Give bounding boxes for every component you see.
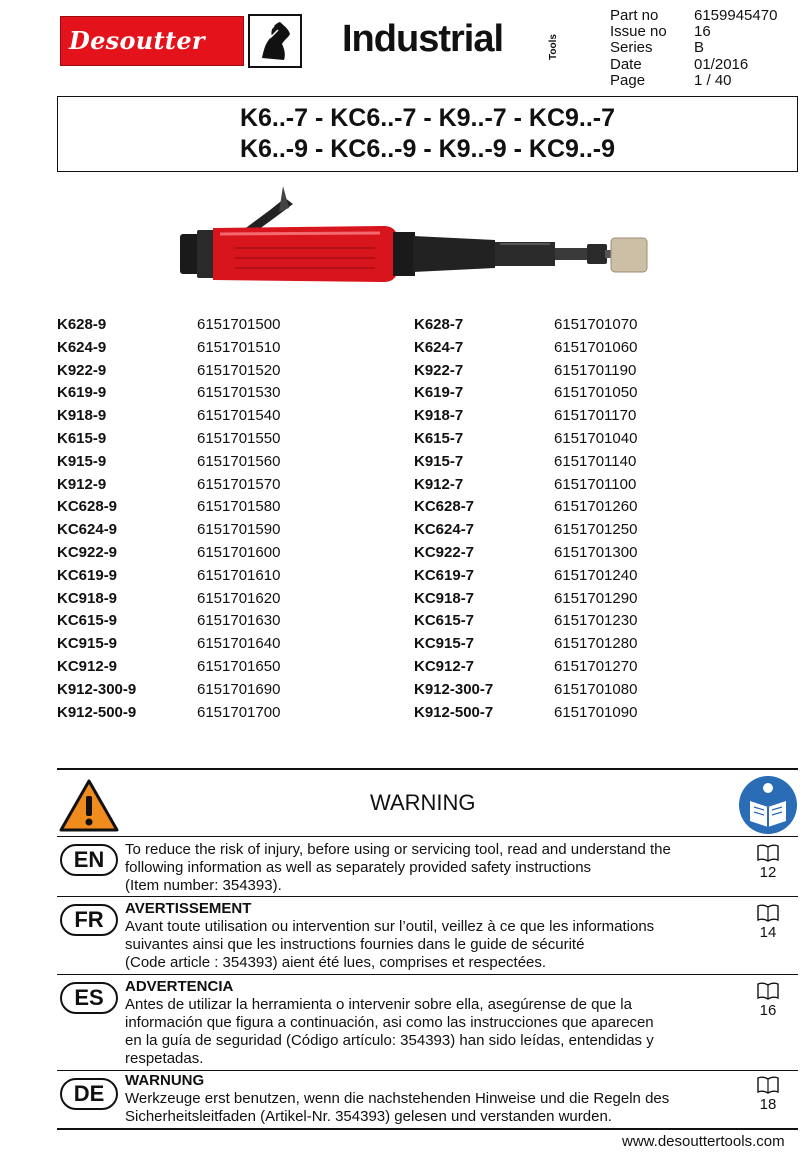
model-name: K912-300-7 <box>414 680 494 698</box>
model-name: KC615-7 <box>414 612 475 630</box>
part-number: 6151701100 <box>554 475 637 493</box>
language-block-fr <box>57 896 798 972</box>
table-row <box>57 519 280 542</box>
model-name: KC615-9 <box>57 612 118 630</box>
model-name: K912-300-9 <box>57 680 137 698</box>
book-icon <box>757 982 779 1000</box>
model-name: KC628-9 <box>57 498 118 516</box>
tools-wordmark: Tools <box>548 34 559 60</box>
language-badge: FR <box>60 904 118 936</box>
model-name: KC912-9 <box>57 657 118 675</box>
part-number: 6151701190 <box>554 361 637 379</box>
model-name: KC628-7 <box>414 498 475 516</box>
model-name: K628-7 <box>414 316 464 333</box>
book-icon <box>757 844 779 862</box>
table-row <box>57 702 280 725</box>
text-line: following information as well as separately provided safety instructions <box>125 859 592 876</box>
language-block-en <box>57 836 798 894</box>
part-number: 6151701070 <box>554 316 638 333</box>
part-number: 6151701250 <box>554 521 638 539</box>
table-row <box>57 565 280 588</box>
part-number: 6151701560 <box>197 452 281 470</box>
table-row <box>414 360 637 383</box>
desoutter-logo <box>60 16 244 66</box>
meta-key: Issue no <box>610 23 667 41</box>
model-name: KC912-7 <box>414 657 475 675</box>
table-row <box>414 656 637 679</box>
part-number: 6151701240 <box>554 566 638 584</box>
part-number: 6151701080 <box>554 680 638 698</box>
document-meta <box>610 8 777 89</box>
table-row <box>414 565 637 588</box>
part-number: 6151701510 <box>197 338 281 356</box>
table-row <box>414 496 637 519</box>
table-row <box>57 428 280 451</box>
table-row <box>57 542 280 565</box>
table-row <box>57 337 280 360</box>
text-line: respetadas. <box>125 1050 204 1067</box>
part-number: 6151701170 <box>554 407 637 425</box>
language-badge: EN <box>60 844 118 876</box>
model-name: K922-9 <box>57 361 107 379</box>
model-name: K912-500-9 <box>57 703 137 721</box>
model-name: K918-7 <box>414 407 464 425</box>
title-line-1: K6..-7 - KC6..-7 - K9..-7 - KC9..-7 <box>239 104 616 132</box>
language-text <box>125 841 725 895</box>
part-number: 6151701090 <box>554 703 638 721</box>
model-name: K624-7 <box>414 338 464 356</box>
part-number: 6151701600 <box>197 543 281 561</box>
model-name: KC624-9 <box>57 521 118 539</box>
table-row <box>57 679 280 702</box>
model-name: KC619-9 <box>57 566 118 584</box>
part-number: 6151701540 <box>197 407 281 425</box>
title-box <box>57 96 798 172</box>
model-name: KC915-7 <box>414 635 475 653</box>
footer-url[interactable]: www.desouttertools.com <box>622 1133 785 1150</box>
part-number: 6151701700 <box>197 703 281 721</box>
models-right-column <box>414 314 637 724</box>
text-line: To reduce the risk of injury, before using or servicing tool, read and understand the <box>125 841 671 858</box>
model-name: K615-7 <box>414 429 464 447</box>
table-row <box>414 542 637 565</box>
meta-value: 01/2016 <box>694 55 749 73</box>
warning-triangle-icon <box>58 778 120 834</box>
part-number: 6151701630 <box>197 612 281 630</box>
table-row <box>414 679 637 702</box>
divider <box>57 768 798 770</box>
table-row <box>414 382 637 405</box>
part-number: 6151701140 <box>554 452 637 470</box>
model-name: KC918-9 <box>57 589 118 607</box>
table-row <box>414 610 637 633</box>
table-row <box>57 382 280 405</box>
text-line: información que figura a continuación, asi como las instrucciones que aparecen <box>125 1014 654 1031</box>
text-line: Antes de utilizar la herramienta o intervenir sobre ella, asegúrense de que la <box>125 996 632 1013</box>
table-row <box>414 633 637 656</box>
page-reference: 16 <box>759 1002 777 1019</box>
part-number: 6151701690 <box>197 680 281 698</box>
language-badge: DE <box>60 1078 118 1110</box>
model-name: K915-7 <box>414 452 464 470</box>
model-name: KC915-9 <box>57 635 118 653</box>
book-icon <box>757 1076 779 1094</box>
meta-value: B <box>694 39 705 57</box>
page-reference: 12 <box>759 864 777 881</box>
language-text <box>125 978 725 1068</box>
model-name: K922-7 <box>414 361 464 379</box>
divider <box>57 1128 798 1130</box>
part-number: 6151701580 <box>197 498 281 516</box>
part-number: 6151701530 <box>197 384 281 402</box>
table-row <box>414 451 637 474</box>
part-number: 6151701610 <box>197 566 281 584</box>
table-row <box>414 314 637 337</box>
part-number: 6151701520 <box>197 361 281 379</box>
table-row <box>57 360 280 383</box>
language-badge: ES <box>60 982 118 1014</box>
meta-key: Part no <box>610 7 659 24</box>
read-manual-icon <box>738 775 798 835</box>
language-text <box>125 1072 725 1126</box>
table-row <box>414 702 637 725</box>
meta-value: 1 / 40 <box>694 71 732 89</box>
text-line: (Item number: 354393). <box>125 877 282 894</box>
meta-value: 6159945470 <box>694 7 778 24</box>
model-name: K912-9 <box>57 475 107 493</box>
meta-key: Series <box>610 39 653 57</box>
table-row <box>414 588 637 611</box>
model-name: KC922-7 <box>414 543 475 561</box>
part-number: 6151701040 <box>554 429 638 447</box>
table-row <box>57 405 280 428</box>
warning-title: WARNING <box>370 790 476 815</box>
text-line: suivantes ainsi que les instructions fournies dans le guide de sécurité <box>125 936 585 953</box>
meta-key: Date <box>610 55 642 73</box>
text-line: en la guía de seguridad (Código artículo: 354393) han sido leídas, entendidas y <box>125 1032 654 1049</box>
language-heading: WARNUNG <box>125 1072 205 1089</box>
model-name: K912-500-7 <box>414 703 494 721</box>
horse-logo-icon <box>248 14 302 68</box>
model-name: KC918-7 <box>414 589 475 607</box>
language-block-es <box>57 974 798 1068</box>
model-name: K628-9 <box>57 316 107 333</box>
meta-value: 16 <box>694 23 711 41</box>
text-line: Sicherheitsleitfaden (Artikel-Nr. 354393) gelesen und verstanden wurden. <box>125 1108 612 1125</box>
text-line: Werkzeuge erst benutzen, wenn die nachstehenden Hinweise und die Regeln des <box>125 1090 670 1107</box>
part-number: 6151701270 <box>554 657 638 675</box>
table-row <box>414 474 637 497</box>
part-number: 6151701280 <box>554 635 638 653</box>
table-row <box>57 451 280 474</box>
table-row <box>57 474 280 497</box>
title-line-2: K6..-9 - KC6..-9 - K9..-9 - KC9..-9 <box>239 135 616 163</box>
book-icon <box>757 904 779 922</box>
table-row <box>414 519 637 542</box>
model-name: KC624-7 <box>414 521 475 539</box>
model-name: K619-9 <box>57 384 107 402</box>
brand-name: Desoutter <box>69 26 205 55</box>
part-number: 6151701230 <box>554 612 638 630</box>
model-name: K624-9 <box>57 338 107 356</box>
table-row <box>57 610 280 633</box>
model-name: K912-7 <box>414 475 464 493</box>
industrial-wordmark: Industrial <box>342 18 504 60</box>
part-number: 6151701640 <box>197 635 281 653</box>
model-name: K619-7 <box>414 384 464 402</box>
part-number: 6151701050 <box>554 384 638 402</box>
table-row <box>57 496 280 519</box>
part-number: 6151701500 <box>197 316 281 333</box>
text-line: Avant toute utilisation ou intervention sur l’outil, veillez à ce que les informations <box>125 918 655 935</box>
die-grinder-image <box>175 178 665 303</box>
part-number: 6151701570 <box>197 475 281 493</box>
model-name: K918-9 <box>57 407 107 425</box>
model-name: K615-9 <box>57 429 107 447</box>
table-row <box>57 588 280 611</box>
part-number: 6151701060 <box>554 338 638 356</box>
part-number: 6151701260 <box>554 498 638 516</box>
part-number: 6151701550 <box>197 429 281 447</box>
table-row <box>57 656 280 679</box>
page-reference: 14 <box>759 924 777 941</box>
table-row <box>414 428 637 451</box>
part-number: 6151701650 <box>197 657 281 675</box>
part-number: 6151701590 <box>197 521 281 539</box>
table-row <box>57 314 280 337</box>
language-heading: ADVERTENCIA <box>125 978 234 995</box>
part-number: 6151701300 <box>554 543 638 561</box>
model-name: KC922-9 <box>57 543 118 561</box>
models-left-column <box>57 314 280 724</box>
language-block-de <box>57 1070 798 1128</box>
part-number: 6151701620 <box>197 589 281 607</box>
page-reference: 18 <box>759 1096 777 1113</box>
table-row <box>57 633 280 656</box>
language-heading: AVERTISSEMENT <box>125 900 252 917</box>
table-row <box>414 337 637 360</box>
model-name: KC619-7 <box>414 566 475 584</box>
table-row <box>414 405 637 428</box>
part-number: 6151701290 <box>554 589 638 607</box>
language-text <box>125 900 725 972</box>
text-line: (Code article : 354393) aient été lues, comprises et respectées. <box>125 954 547 971</box>
model-name: K915-9 <box>57 452 107 470</box>
meta-key: Page <box>610 71 646 89</box>
